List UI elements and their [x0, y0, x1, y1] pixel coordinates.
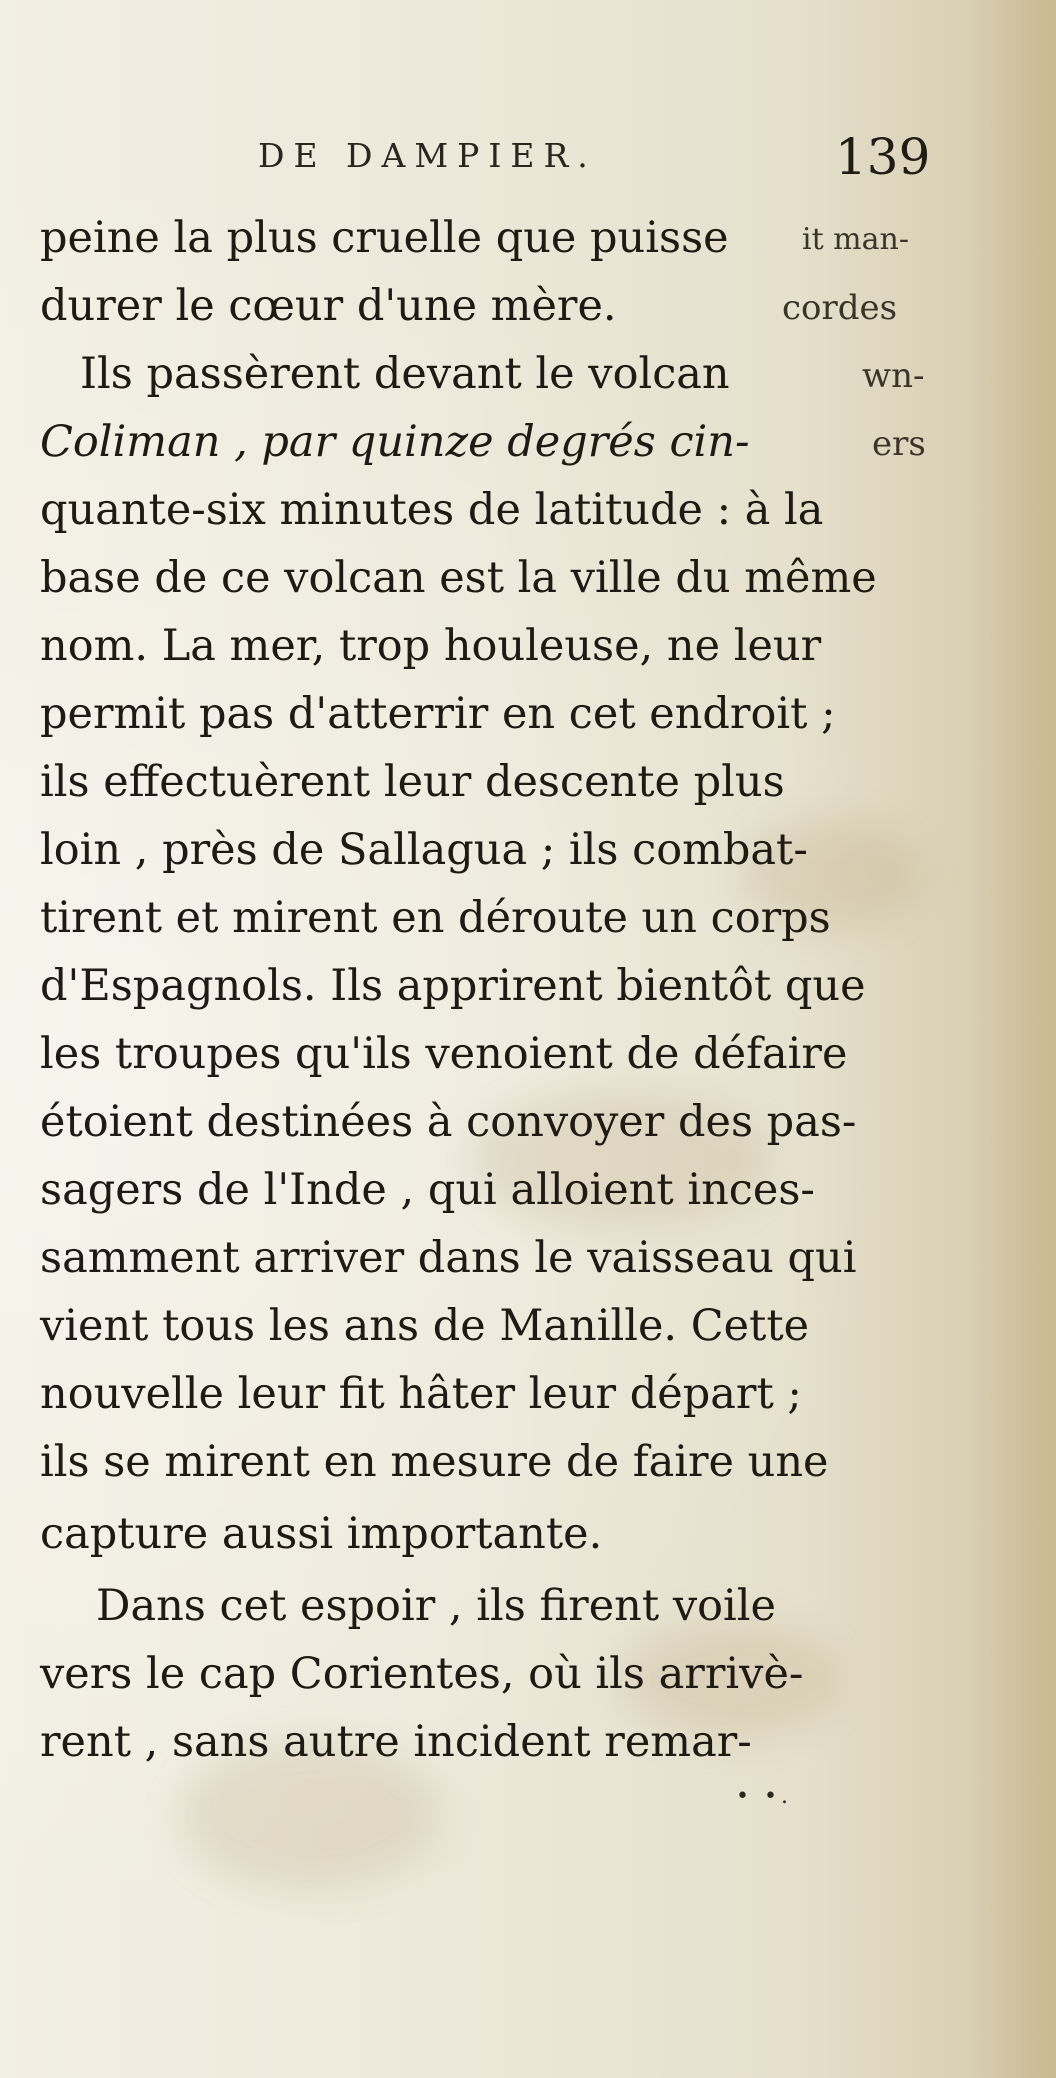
text-line: Ils passèrent devant le volcan [80, 349, 730, 399]
text-line: d'Espagnols. Ils apprirent bientôt que [40, 961, 866, 1011]
text-line: Coliman , par quinze degrés cin- [40, 417, 750, 467]
text-line: capture aussi importante. [40, 1509, 603, 1559]
text-line: nom. La mer, trop houleuse, ne leur [40, 621, 822, 671]
page-number: 139 [835, 128, 931, 186]
text-line: durer le cœur d'une mère. [40, 281, 617, 331]
text-line: sagers de l'Inde , qui alloient inces- [40, 1165, 815, 1215]
text-line: ils se mirent en mesure de faire une [40, 1437, 829, 1487]
bleed-line: it man- [802, 222, 909, 257]
bleed-line: wn- [862, 356, 925, 396]
text-line: rent , sans autre incident remar- [40, 1717, 752, 1767]
page-header [0, 128, 1056, 188]
text-line: Dans cet espoir , ils firent voile [96, 1581, 776, 1631]
text-line: étoient destinées à convoyer des pas- [40, 1097, 857, 1147]
text-line: base de ce volcan est la ville du même [40, 553, 877, 603]
text-line: samment arriver dans le vaisseau qui [40, 1233, 857, 1283]
text-line: vers le cap Corientes, où ils arrivè- [40, 1649, 804, 1699]
text-line: quante-six minutes de latitude : à la [40, 485, 824, 535]
text-line: ils effectuèrent leur descente plus [40, 757, 785, 807]
text-line: les troupes qu'ils venoient de défaire [40, 1029, 848, 1079]
signature-mark: • •. [736, 1784, 792, 1809]
bleed-line: ers [872, 424, 926, 464]
text-line: nouvelle leur fit hâter leur départ ; [40, 1369, 802, 1419]
text-line: peine la plus cruelle que puisse [40, 213, 729, 263]
text-line: vient tous les ans de Manille. Cette [40, 1301, 810, 1351]
page-edge-shadow [966, 0, 1056, 2078]
running-title: DE DAMPIER. [258, 136, 597, 175]
text-line: tirent et mirent en déroute un corps [40, 893, 831, 943]
body-text [40, 204, 940, 1776]
text-line: loin , près de Sallagua ; ils combat- [40, 825, 808, 875]
text-line: permit pas d'atterrir en cet endroit ; [40, 689, 836, 739]
bleed-line: cordes [782, 288, 898, 328]
